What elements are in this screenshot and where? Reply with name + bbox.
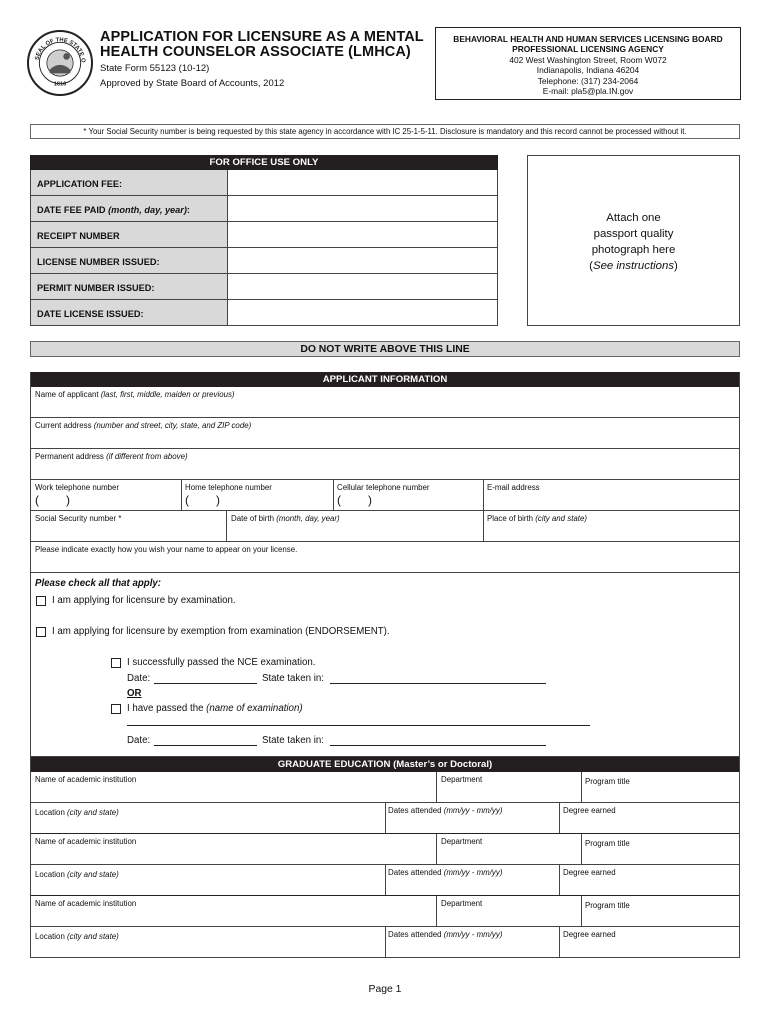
seal-year: 1816 (53, 81, 67, 88)
edu-3-degree-label: Degree earned (563, 930, 616, 939)
cell-phone-paren-open: ( (337, 493, 341, 507)
email-label: E-mail address (487, 483, 540, 492)
ssn-disclosure-note: * Your Social Security number is being requested by this state agency in accordance with IC 25-1-5-11. Disclosure is mandatory and this record cannot be processed without it. (30, 124, 740, 139)
agency-address-2: Indianapolis, Indiana 46204 (536, 65, 640, 76)
other-exam-state-label: State taken in: (262, 735, 324, 746)
name-on-license-label: Please indicate exactly how you wish your name to appear on your license. (35, 545, 298, 554)
receipt-number-label: RECEIPT NUMBER (31, 222, 228, 247)
title-line-2: HEALTH COUNSELOR ASSOCIATE (LMHCA) (100, 44, 411, 60)
photo-line-1: Attach one (606, 212, 661, 224)
edu-1-degree-label: Degree earned (563, 806, 616, 815)
license-number-field[interactable] (228, 248, 497, 273)
permit-number-field[interactable] (228, 274, 497, 299)
telephone-row (31, 480, 739, 511)
endorsement-option-label: I am applying for licensure by exemption from examination (ENDORSEMENT). (52, 626, 390, 637)
nce-state-field[interactable] (330, 683, 546, 684)
date-fee-paid-label: DATE FEE PAID (month, day, year): (31, 196, 228, 221)
edu-2-institution-label: Name of academic institution (35, 837, 137, 846)
other-exam-checkbox[interactable] (111, 704, 121, 714)
edu-3-dates-label: Dates attended (mm/yy - mm/yy) (388, 930, 503, 939)
permanent-address-label: Permanent address (if different from above) (35, 452, 188, 461)
edu-3-department-label: Department (441, 899, 483, 908)
current-address-field[interactable] (31, 418, 739, 449)
edu-3-location-label: Location (city and state) (35, 932, 119, 941)
edu-3-institution-label: Name of academic institution (35, 899, 137, 908)
edu-1-program-label: Program title (585, 777, 630, 786)
edu-3-institution-row (31, 896, 739, 927)
nce-checkbox[interactable] (111, 658, 121, 668)
state-seal (27, 30, 93, 96)
edu-3-location-row (31, 927, 739, 958)
agency-box (435, 27, 741, 100)
other-exam-date-label: Date: (127, 735, 151, 746)
ssn-label: Social Security number * (35, 514, 122, 523)
edu-2-institution-row (31, 834, 739, 865)
work-phone-paren-open: ( (35, 493, 39, 507)
date-license-label: DATE LICENSE ISSUED: (31, 300, 228, 325)
approval-note: Approved by State Board of Accounts, 2012 (100, 78, 285, 89)
edu-1-institution-label: Name of academic institution (35, 775, 137, 784)
photo-line-3: photograph here (591, 244, 676, 256)
receipt-number-field[interactable] (228, 222, 497, 247)
form-title (100, 30, 430, 60)
other-exam-date-field[interactable] (154, 745, 257, 746)
agency-phone: Telephone: (317) 234-2064 (537, 75, 639, 86)
edu-1-dates-label: Dates attended (mm/yy - mm/yy) (388, 806, 503, 815)
license-number-label: LICENSE NUMBER ISSUED: (31, 248, 228, 273)
cell-phone-paren-close: ) (368, 493, 372, 507)
do-not-write-banner: DO NOT WRITE ABOVE THIS LINE (30, 341, 740, 357)
photo-box[interactable] (527, 155, 740, 326)
date-fee-paid-row (30, 196, 498, 222)
edu-2-location-row (31, 865, 739, 896)
other-exam-state-field[interactable] (330, 745, 546, 746)
application-fee-row (30, 170, 498, 196)
page-number: Page 1 (368, 984, 402, 995)
edu-2-department-label: Department (441, 837, 483, 846)
other-exam-name-field[interactable] (127, 725, 590, 726)
or-separator: OR (127, 688, 142, 699)
edu-2-program-label: Program title (585, 839, 630, 848)
nce-date-field[interactable] (154, 683, 257, 684)
nce-date-label: Date: (127, 673, 151, 684)
agency-board: BEHAVIORAL HEALTH AND HUMAN SERVICES LICENSING BOARD (453, 34, 723, 44)
agency-name: PROFESSIONAL LICENSING AGENCY (512, 44, 664, 55)
cell-phone-label: Cellular telephone number (337, 483, 430, 492)
dob-label: Date of birth (month, day, year) (231, 514, 340, 523)
form-number: State Form 55123 (10-12) (100, 63, 210, 74)
office-use-heading: FOR OFFICE USE ONLY (30, 155, 498, 170)
agency-address-1: 402 West Washington Street, Room W072 (509, 54, 667, 65)
title-line-1: APPLICATION FOR LICENSURE AS A MENTAL (100, 29, 424, 45)
licensure-type-section (31, 573, 739, 757)
application-fee-label: APPLICATION FEE: (31, 170, 228, 195)
edu-2-dates-label: Dates attended (mm/yy - mm/yy) (388, 868, 503, 877)
endorsement-checkbox[interactable] (36, 627, 46, 637)
home-phone-paren-open: ( (185, 493, 189, 507)
applicant-heading: APPLICANT INFORMATION (31, 372, 739, 387)
home-phone-paren-close: ) (216, 493, 220, 507)
permit-number-row (30, 274, 498, 300)
edu-1-institution-row (31, 772, 739, 803)
receipt-number-row (30, 222, 498, 248)
ssn-dob-row (31, 511, 739, 542)
pob-label: Place of birth (city and state) (487, 514, 587, 523)
office-use-section (30, 155, 498, 326)
permit-number-label: PERMIT NUMBER ISSUED: (31, 274, 228, 299)
current-address-label: Current address (number and street, city, state, and ZIP code) (35, 421, 252, 430)
edu-2-degree-label: Degree earned (563, 868, 616, 877)
nce-option-label: I successfully passed the NCE examination. (127, 657, 316, 668)
applicant-section (30, 372, 740, 958)
photo-line-2: passport quality (593, 228, 674, 240)
date-license-field[interactable] (228, 300, 497, 325)
work-phone-label: Work telephone number (35, 483, 120, 492)
applicant-name-field[interactable] (31, 387, 739, 418)
name-on-license-field[interactable] (31, 542, 739, 573)
edu-1-location-label: Location (city and state) (35, 808, 119, 817)
applicant-name-label: Name of applicant (last, first, middle, maiden or previous) (35, 390, 235, 399)
date-fee-paid-field[interactable] (228, 196, 497, 221)
education-heading: GRADUATE EDUCATION (Master’s or Doctoral) (31, 757, 739, 772)
home-phone-label: Home telephone number (185, 483, 272, 492)
edu-1-location-row (31, 803, 739, 834)
application-fee-field[interactable] (228, 170, 497, 195)
agency-email: E-mail: pla5@pla.IN.gov (542, 86, 634, 97)
seal-text: SEAL OF THE STATE O (34, 37, 86, 64)
work-phone-paren-close: ) (66, 493, 70, 507)
other-exam-label: I have passed the (name of examination) (127, 703, 303, 714)
check-heading: Please check all that apply: (35, 578, 161, 589)
license-number-row (30, 248, 498, 274)
edu-2-location-label: Location (city and state) (35, 870, 119, 879)
edu-3-program-label: Program title (585, 901, 630, 910)
exam-option-label: I am applying for licensure by examination. (52, 595, 236, 606)
permanent-address-field[interactable] (31, 449, 739, 480)
seal-graphic (29, 32, 91, 94)
photo-line-4: (See instructions) (589, 260, 678, 272)
exam-checkbox[interactable] (36, 596, 46, 606)
nce-state-label: State taken in: (262, 673, 324, 684)
date-license-row (30, 300, 498, 326)
edu-1-department-label: Department (441, 775, 483, 784)
